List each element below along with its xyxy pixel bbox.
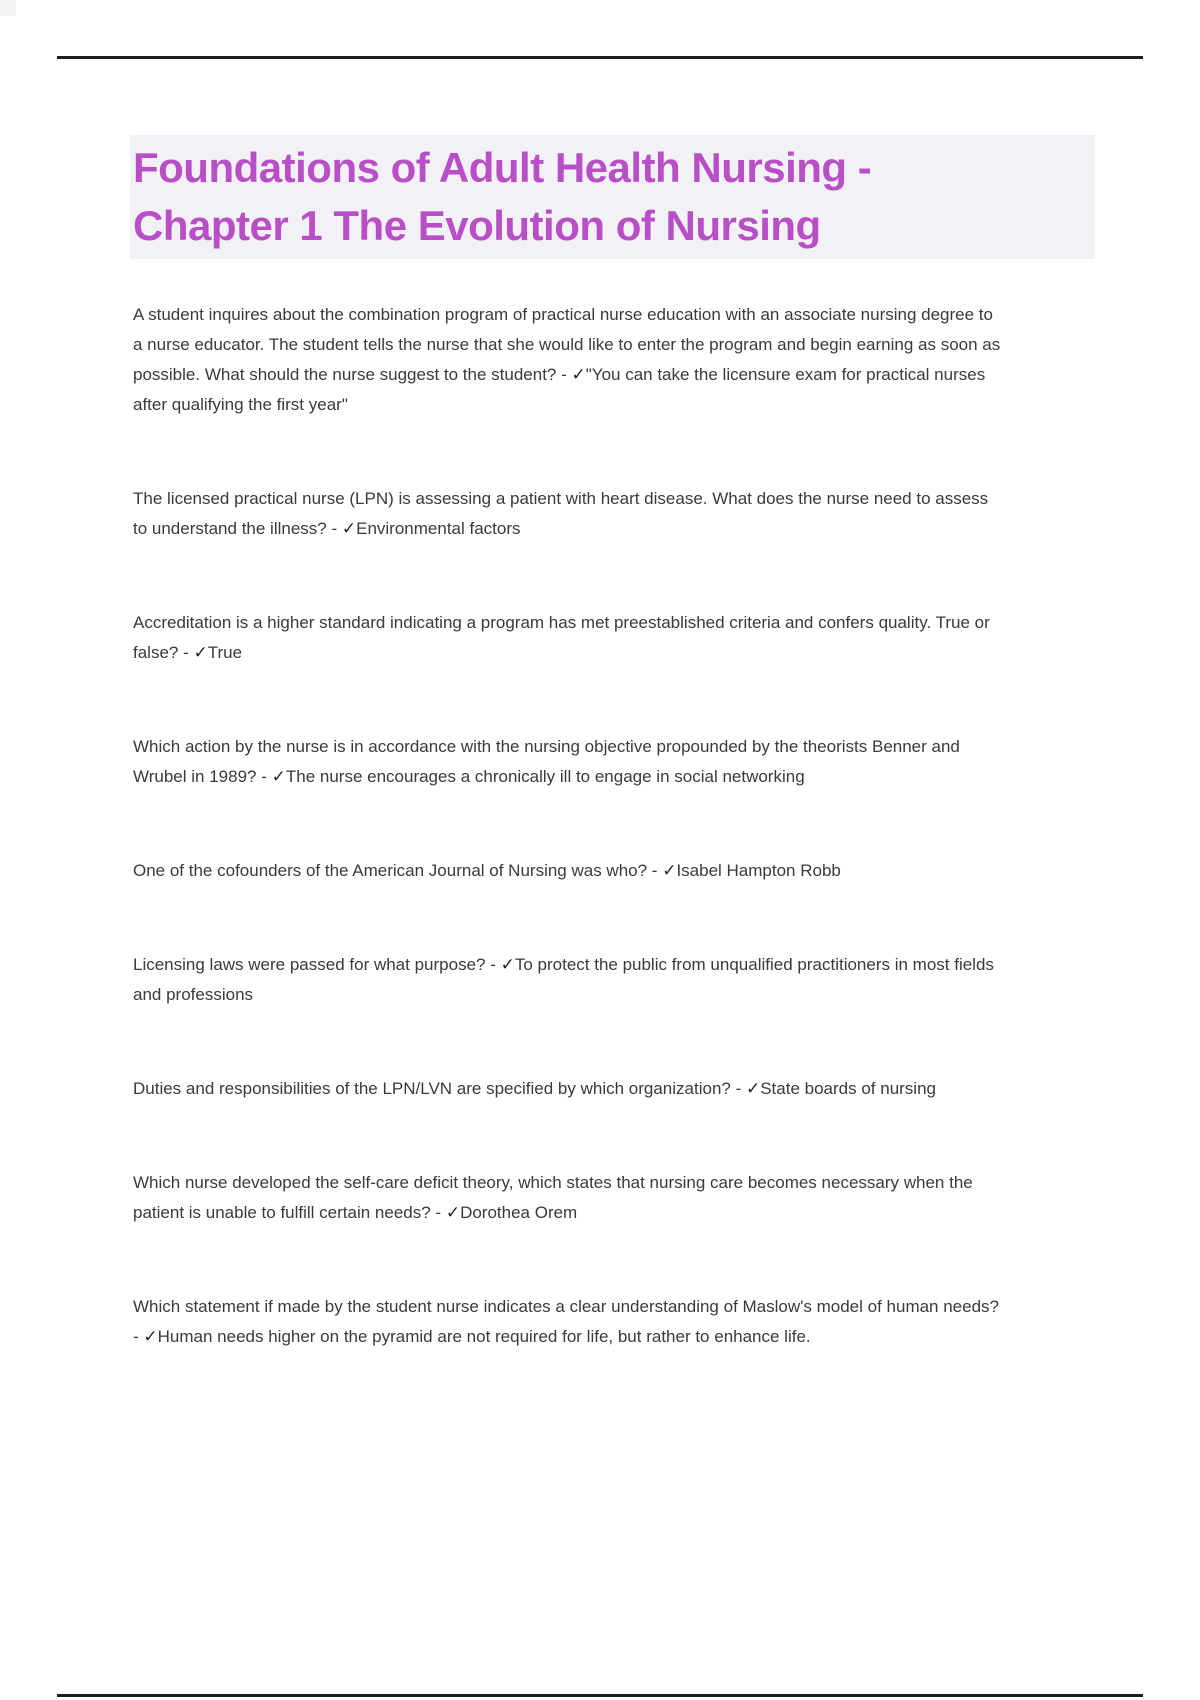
answer-text: The nurse encourages a chronically ill to engage in social networking — [285, 767, 805, 786]
qa-item — [133, 484, 1005, 544]
checkmark-icon: ✓ — [341, 519, 357, 539]
checkmark-icon: ✓ — [193, 643, 208, 663]
checkmark-icon: ✓ — [271, 767, 286, 787]
qa-item — [133, 1292, 1005, 1352]
checkmark-icon: ✓ — [445, 1203, 461, 1223]
checkmark-icon: ✓ — [571, 365, 586, 385]
top-rule — [57, 56, 1143, 59]
qa-item — [133, 732, 1005, 792]
answer-text: To protect the public from unqualified practitioners in most fields and professions — [133, 955, 994, 1004]
answer-text: "You can take the licensure exam for practical nurses after qualifying the first year" — [133, 365, 986, 414]
separator: - — [178, 643, 194, 662]
corner-artifact — [0, 0, 16, 16]
qa-item — [133, 1074, 1005, 1104]
question-text: A student inquires about the combination program of practical nurse education with an associate nursing degree to a nurse educator. The student tells the nurse that she would like to enter the program and begin earning as soon as possible. What should the nurse suggest to the student? — [133, 305, 1001, 384]
qa-list — [133, 300, 1005, 1416]
question-text: Accreditation is a higher standard indicating a program has met preestablished criteria and confers quality. True or false? — [133, 613, 990, 662]
answer-text: Environmental factors — [356, 519, 521, 538]
answer-text: Isabel Hampton Robb — [676, 861, 841, 880]
page-title — [130, 135, 1095, 259]
separator: - — [326, 519, 342, 538]
question-text: Which action by the nurse is in accordance with the nursing objective propounded by the theorists Benner and Wrubel in 1989? — [133, 737, 960, 786]
checkmark-icon: ✓ — [662, 861, 677, 881]
qa-item — [133, 856, 1005, 886]
answer-text: True — [207, 643, 243, 662]
answer-text: State boards of nursing — [760, 1079, 936, 1098]
separator: - — [133, 1327, 144, 1346]
bottom-rule — [57, 1694, 1143, 1697]
checkmark-icon: ✓ — [745, 1079, 761, 1099]
qa-item — [133, 300, 1005, 420]
question-text: One of the cofounders of the American Journal of Nursing was who? — [133, 861, 648, 880]
question-text: The licensed practical nurse (LPN) is assessing a patient with heart disease. What does the nurse need to assess to understand the illness? — [133, 489, 989, 538]
page-title-line-1: Foundations of Adult Health Nursing - — [133, 144, 872, 191]
question-text: Which statement if made by the student nurse indicates a clear understanding of Maslow's model of human needs? — [133, 1297, 1000, 1316]
checkmark-icon: ✓ — [500, 955, 515, 975]
separator: - — [647, 861, 663, 880]
question-text: Licensing laws were passed for what purpose? — [133, 955, 486, 974]
answer-text: Human needs higher on the pyramid are not required for life, but rather to enhance life. — [157, 1327, 811, 1346]
page-title-line-2: Chapter 1 The Evolution of Nursing — [133, 202, 821, 249]
question-text: Duties and responsibilities of the LPN/LVN are specified by which organization? — [133, 1079, 731, 1098]
qa-item — [133, 608, 1005, 668]
separator: - — [730, 1079, 746, 1098]
separator: - — [556, 365, 572, 384]
separator: - — [485, 955, 501, 974]
separator: - — [256, 767, 272, 786]
separator: - — [430, 1203, 446, 1222]
qa-item — [133, 1168, 1005, 1228]
checkmark-icon: ✓ — [143, 1327, 158, 1347]
question-text: Which nurse developed the self-care deficit theory, which states that nursing care becomes necessary when the patient is unable to fulfill certain needs? — [133, 1173, 973, 1222]
answer-text: Dorothea Orem — [460, 1203, 578, 1222]
qa-item — [133, 950, 1005, 1010]
